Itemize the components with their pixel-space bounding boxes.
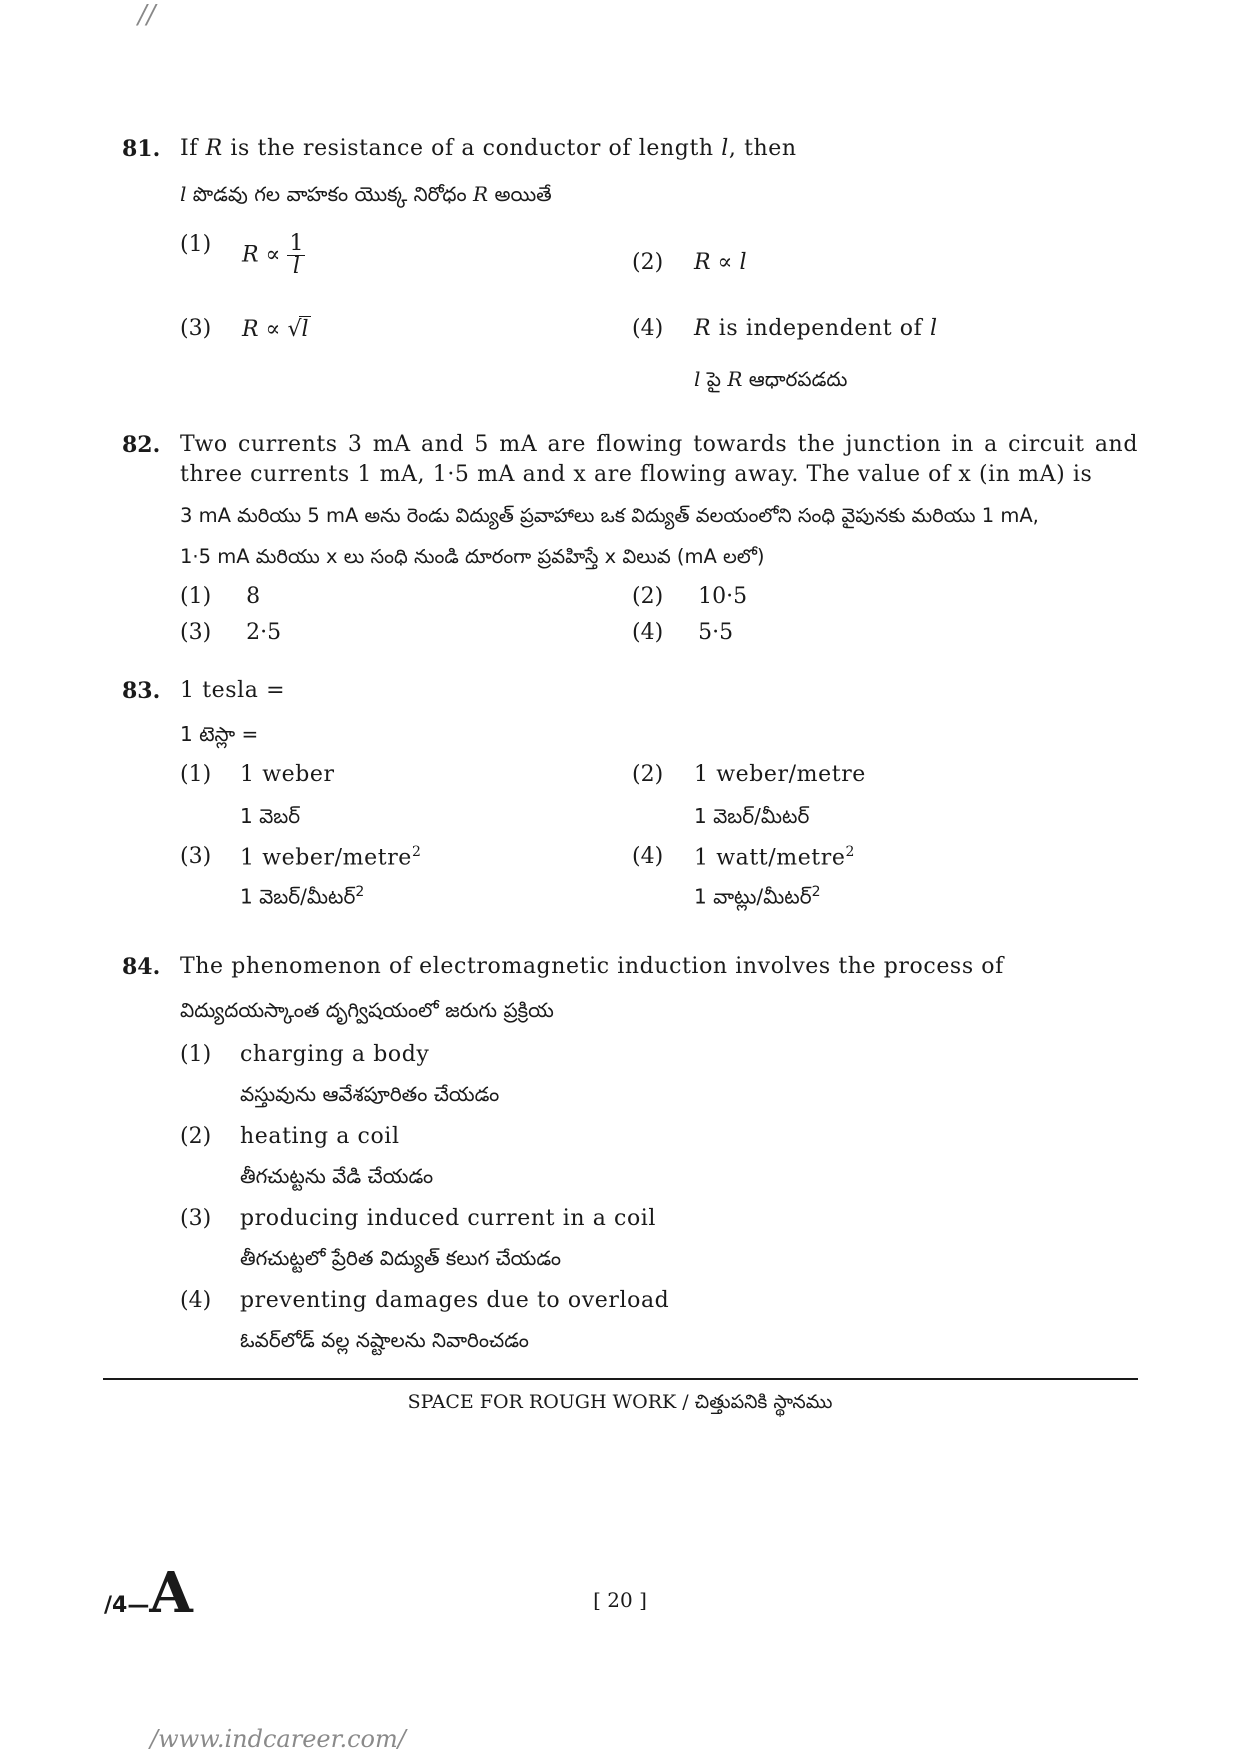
rough-work-label: SPACE FOR ROUGH WORK / చిత్తుపనికి స్థానము <box>407 1391 833 1413</box>
option-4-text-te: l పై R ఆధారపడదు <box>694 367 848 391</box>
option-text: 8 <box>246 584 261 609</box>
option-3-text-te: తీగచుట్టలో ప్రేరిత విద్యుత్ కలుగ చేయడం <box>240 1246 562 1270</box>
option-4-text-te: ఓవర్‌లోడ్ వల్ల నష్టాలను నివారించడం <box>240 1328 529 1352</box>
option-4-text: R is independent of l <box>694 316 938 341</box>
question-number: 81. <box>122 136 161 162</box>
option-number: (1) <box>180 762 212 787</box>
option-4[interactable] <box>632 620 733 645</box>
option-number: (2) <box>632 762 664 787</box>
option-text: 10·5 <box>698 584 748 609</box>
option-3-text-te: 1 వెబర్/మీటర్$^2$ <box>240 884 365 909</box>
option-number: (3) <box>180 1206 212 1231</box>
option-number: (3) <box>180 844 212 869</box>
option-number: (1) <box>180 232 212 257</box>
option-1-formula: R ∝ $\frac{1}{l}$ <box>242 231 304 279</box>
option-1-text: 1 weber <box>240 762 335 787</box>
option-text: 5·5 <box>698 620 734 645</box>
option-1-text: charging a body <box>240 1042 430 1067</box>
question-prompt-te-line2: 1·5 mA మరియు x లు సంధి నుండి దూరంగా ప్రవహిస్తే x విలువ (mA లలో) <box>180 545 765 568</box>
option-2-text: heating a coil <box>240 1124 400 1149</box>
option-1-text-te: వస్తువును ఆవేశపూరితం చేయడం <box>240 1082 500 1106</box>
rough-work-divider <box>103 1378 1138 1380</box>
option-number: (2) <box>632 584 664 609</box>
option-2-text-te: 1 వెబర్/మీటర్ <box>694 804 810 828</box>
question-prompt-en: Two currents 3 mA and 5 mA are flowing towards the junction in a circuit and three currents 1 mA, 1·5 mA and x are flowing away. The value of x (in mA) is <box>180 432 1138 487</box>
option-number: (2) <box>632 250 664 275</box>
option-2[interactable] <box>180 1124 211 1149</box>
option-number: (4) <box>632 620 664 645</box>
option-number: (4) <box>180 1288 212 1313</box>
option-number: (3) <box>180 620 212 645</box>
option-4-text: 1 watt/metre$^2$ <box>694 844 856 871</box>
question-prompt-te: 1 టెస్లా = <box>180 722 259 746</box>
option-4-text-te: 1 వాట్లు/మీటర్$^2$ <box>694 884 821 909</box>
option-number: (1) <box>180 1042 212 1067</box>
option-2[interactable] <box>632 250 663 275</box>
option-number: (4) <box>632 844 664 869</box>
question-prompt-te: విద్యుదయస్కాంత దృగ్విషయంలో జరుగు ప్రక్రియ <box>180 998 554 1022</box>
option-number: (3) <box>180 316 212 341</box>
option-2[interactable] <box>632 762 663 787</box>
fraction: $\frac{1}{l}$ <box>289 231 304 279</box>
option-number: (2) <box>180 1124 212 1149</box>
option-4-text: preventing damages due to overload <box>240 1288 670 1313</box>
option-1[interactable] <box>180 232 211 257</box>
option-number: (1) <box>180 584 212 609</box>
option-2-text-te: తీగచుట్టను వేడి చేయడం <box>240 1164 434 1188</box>
option-2-text: 1 weber/metre <box>694 762 866 787</box>
option-3[interactable] <box>180 1206 211 1231</box>
option-1-text-te: 1 వెబర్ <box>240 804 301 828</box>
paper-code: /4—A <box>104 1560 193 1626</box>
option-3-text: 1 weber/metre$^2$ <box>240 844 422 871</box>
question-prompt-en: If R is the resistance of a conductor of length l, then <box>180 136 797 161</box>
option-3[interactable] <box>180 844 211 869</box>
question-prompt-te: l పొడవు గల వాహకం యొక్క నిరోధం R అయితే <box>180 182 552 206</box>
option-1[interactable] <box>180 1042 211 1067</box>
option-3-text: producing induced current in a coil <box>240 1206 657 1231</box>
question-number: 82. <box>122 432 161 458</box>
question-number: 83. <box>122 678 161 704</box>
option-3-formula: R ∝ √l <box>242 317 309 342</box>
source-url[interactable]: /www.indcareer.com/ <box>150 1725 406 1753</box>
option-4[interactable] <box>180 1288 211 1313</box>
option-1[interactable] <box>180 584 260 609</box>
option-number: (4) <box>632 316 664 341</box>
question-prompt-en: 1 tesla = <box>180 678 286 703</box>
question-prompt-en: The phenomenon of electromagnetic induction involves the process of <box>180 954 1004 979</box>
header-mark: // <box>138 0 156 30</box>
option-4[interactable] <box>632 316 663 341</box>
page-number: [ 20 ] <box>593 1588 647 1612</box>
option-text: 2·5 <box>246 620 282 645</box>
option-2[interactable] <box>632 584 747 609</box>
option-3[interactable] <box>180 316 211 341</box>
option-2-formula: R ∝ l <box>694 250 747 275</box>
option-4[interactable] <box>632 844 663 869</box>
question-number: 84. <box>122 954 161 980</box>
question-prompt-te-line1: 3 mA మరియు 5 mA అను రెండు విద్యుత్ ప్రవాహాలు ఒక విద్యుత్ వలయంలోని సంధి వైపునకు మరియు 1 mA, <box>180 504 1039 527</box>
option-3[interactable] <box>180 620 281 645</box>
option-1[interactable] <box>180 762 211 787</box>
